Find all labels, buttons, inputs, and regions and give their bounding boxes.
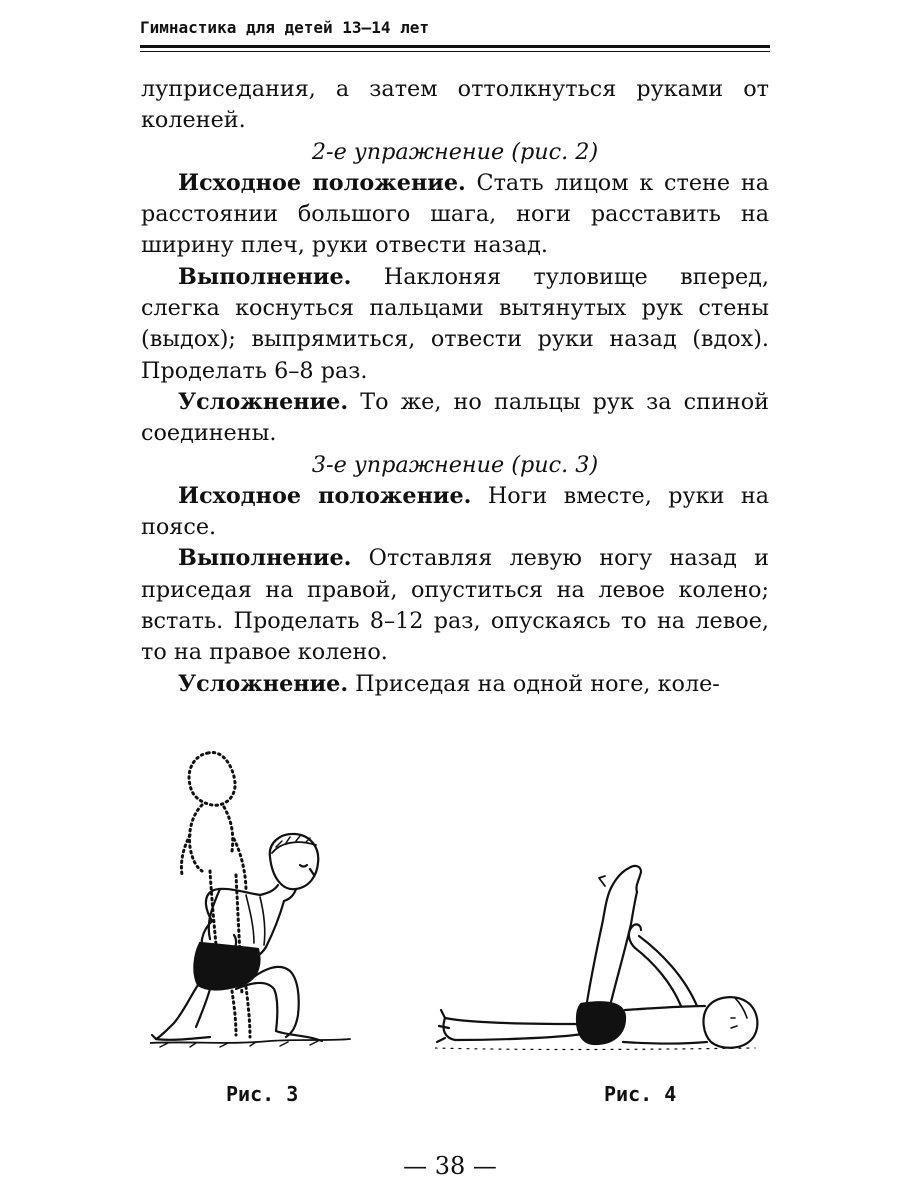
start-position-text: Стать лицом к стене на расстоянии большого шага, ноги расставить на ширину плеч, руки отвести назад. [141,169,769,259]
execution-label: Выполнение. [178,263,352,290]
header-rule-thick [140,45,770,48]
exercise-2-start-position [141,168,769,262]
execution-text: Отставляя левую ногу назад и приседая на правой, опуститься на левое колено; встать. Проделать 8–12 раз, опускаясь то на левое, то на правое колено. [141,545,769,666]
exercise-2-complication [141,387,769,450]
exercise-2-execution [141,262,769,387]
figure-3-caption: Рис. 3 [226,1082,299,1106]
exercise-3-execution [141,543,769,668]
running-title: Гимнастика для детей 13–14 лет [140,18,429,37]
exercise-2-title: 2-е упражнение (рис. 2) [311,138,599,165]
start-position-text: Ноги вместе, руки на поясе. [141,482,769,541]
exercise-3-start-position [141,481,769,544]
execution-label: Выполнение. [178,545,352,572]
complication-label: Усложнение. [178,670,349,697]
page-number: — 38 — [403,1152,497,1180]
continuation-paragraph: луприседания, а затем оттолкнуться руками от коленей. [141,76,769,134]
complication-label: Усложнение. [178,388,349,415]
main-text [141,74,769,700]
start-position-label: Исходное положение. [178,169,466,196]
exercise-3-complication [141,669,769,700]
start-position-label: Исходное положение. [178,482,472,509]
complication-text: Приседая на одной ноге, коле- [348,670,720,697]
exercise-3-title: 3-е упражнение (рис. 3) [311,451,599,478]
header-rule-thin [140,51,770,52]
execution-text: Наклоняя туловище вперед, слегка коснуться пальцами вытянутых рук стены (выдох); выпрямиться, отвести руки назад (вдох). Проделать 6–8 раз. [141,263,769,384]
complication-text: То же, но пальцы рук за спиной соединены. [141,388,769,447]
figure-4-lying-illustration [435,858,775,1058]
figure-3-kneeling-illustration [150,735,370,1055]
figure-4-caption: Рис. 4 [604,1082,677,1106]
